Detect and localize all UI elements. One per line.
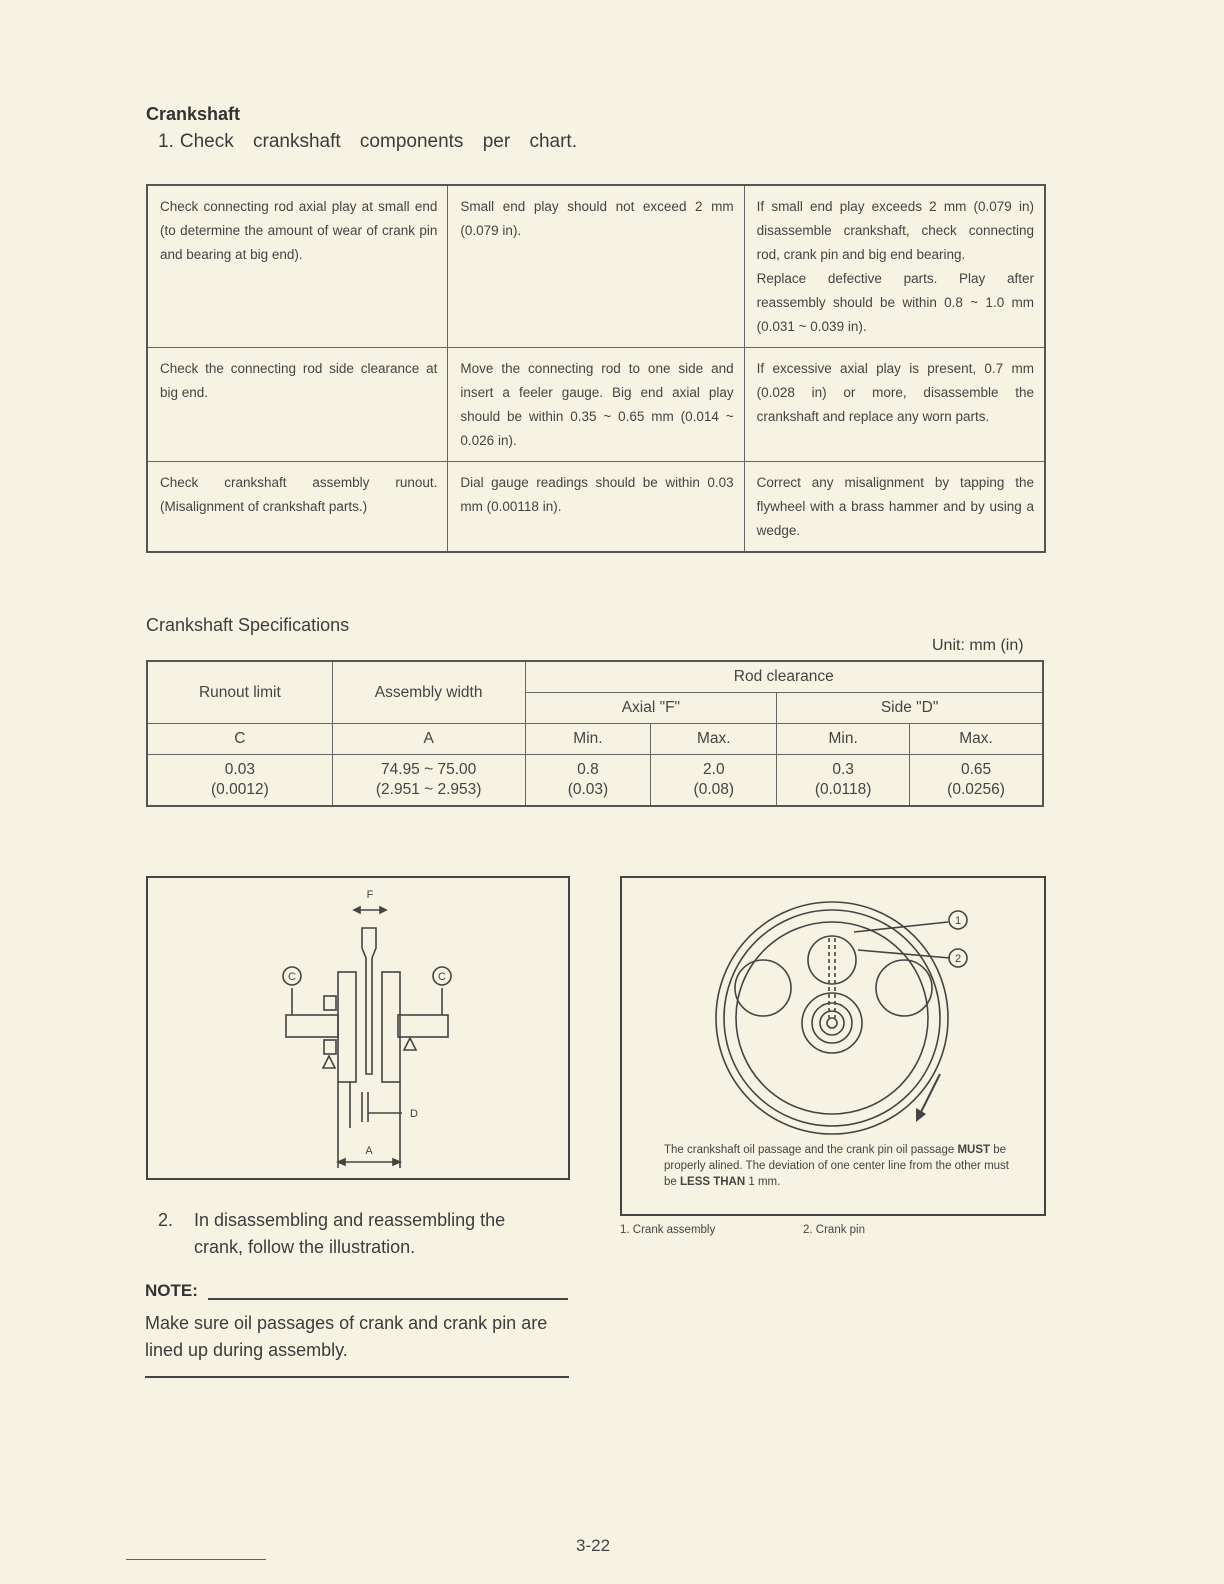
specs-title: Crankshaft Specifications bbox=[146, 615, 350, 635]
value-mm: 74.95 ~ 75.00 bbox=[381, 761, 477, 778]
table-row bbox=[147, 348, 1045, 462]
step-1-text: Check crankshaft components per chart. bbox=[179, 131, 577, 152]
callout-2: 2 bbox=[954, 953, 962, 965]
check-cell: Check connecting rod axial play at small end (to determine the amount of wear of crank pin and bearing at big end). bbox=[147, 185, 448, 348]
value-side-min bbox=[777, 755, 910, 807]
right-shaft bbox=[398, 1015, 448, 1037]
caption-text-2: be properly alined. The deviation of one center line from the other must be bbox=[664, 1144, 1009, 1188]
symbol-width: A bbox=[332, 724, 525, 755]
step-2-text: In disassembling and reassembling the bbox=[194, 1210, 506, 1230]
left-web bbox=[338, 972, 356, 1082]
shaft-center-inner bbox=[820, 1011, 844, 1035]
value-in: (0.0118) bbox=[814, 781, 872, 798]
table-row bbox=[147, 755, 1043, 807]
value-in: (0.08) bbox=[693, 781, 735, 798]
bottom-rule bbox=[126, 1559, 266, 1560]
gauge-block-lower bbox=[324, 1040, 336, 1054]
support-right bbox=[404, 1038, 416, 1050]
caption-text-3: 1 mm. bbox=[748, 1176, 781, 1188]
callout-leader-2 bbox=[858, 950, 950, 958]
label-c-right: C bbox=[438, 971, 446, 983]
step-2-line-2: crank, follow the illustration. bbox=[194, 1237, 416, 1257]
value-width bbox=[332, 755, 525, 807]
step-2 bbox=[158, 1207, 578, 1261]
header-axial-min: Min. bbox=[525, 724, 651, 755]
note-text: Make sure oil passages of crank and crank pin are lined up during assembly. bbox=[145, 1313, 548, 1360]
header-runout: Runout limit bbox=[147, 661, 332, 724]
header-side: Side "D" bbox=[777, 693, 1043, 724]
action-cell bbox=[744, 185, 1045, 348]
value-mm: 0.03 bbox=[224, 761, 255, 778]
callout-leader-1 bbox=[854, 922, 948, 932]
value-mm: 2.0 bbox=[703, 761, 725, 778]
caption-must: MUST bbox=[957, 1144, 991, 1156]
value-in: (0.03) bbox=[567, 781, 609, 798]
action-cell: Correct any misalignment by tapping the flywheel with a brass hammer and by using a wedge. bbox=[744, 462, 1045, 553]
callout-1: 1 bbox=[954, 915, 962, 927]
spec-cell: Small end play should not exceed 2 mm (0.079 in). bbox=[448, 185, 744, 348]
f-arrow-left bbox=[354, 907, 360, 913]
header-rod-clearance: Rod clearance bbox=[525, 661, 1043, 693]
value-axial-min bbox=[525, 755, 651, 807]
table-row bbox=[147, 724, 1043, 755]
value-axial-max bbox=[651, 755, 777, 807]
step-1 bbox=[158, 131, 577, 153]
label-d: D bbox=[410, 1108, 418, 1120]
crankshaft-measurement-figure bbox=[146, 876, 570, 1180]
specs-table bbox=[146, 660, 1044, 807]
caption-less-than: LESS THAN bbox=[680, 1176, 746, 1188]
value-in: (0.0012) bbox=[211, 781, 269, 798]
note-divider-bottom bbox=[145, 1376, 569, 1378]
check-table bbox=[146, 184, 1046, 553]
header-side-max: Max. bbox=[910, 724, 1043, 755]
figure-caption bbox=[664, 1142, 1014, 1190]
spec-cell: Move the connecting rod to one side and insert a feeler gauge. Big end axial play should be within 0.35 ~ 0.65 mm (0.014 ~ 0.026 in). bbox=[448, 348, 744, 462]
a-arrow-right bbox=[393, 1159, 400, 1165]
note-label: NOTE: bbox=[145, 1281, 198, 1300]
gauge-block-upper bbox=[324, 996, 336, 1010]
caption-text: The crankshaft oil passage and the crank pin oil passage bbox=[664, 1144, 955, 1156]
value-side-max bbox=[910, 755, 1043, 807]
step-2-number: 2. bbox=[158, 1210, 174, 1230]
action-cell: If excessive axial play is present, 0.7 mm (0.028 in) or more, disassemble the crankshaft and replace any worn parts. bbox=[744, 348, 1045, 462]
legend-crank-pin: 2. Crank pin bbox=[803, 1224, 866, 1236]
step-2-line-1 bbox=[158, 1207, 578, 1234]
left-shaft bbox=[286, 1015, 338, 1037]
table-row bbox=[147, 185, 1045, 348]
value-in: (2.951 ~ 2.953) bbox=[375, 781, 482, 798]
symbol-runout: C bbox=[147, 724, 332, 755]
a-arrow-left bbox=[338, 1159, 345, 1165]
legend-crank-assembly: 1. Crank assembly bbox=[620, 1224, 716, 1236]
header-axial: Axial "F" bbox=[525, 693, 777, 724]
shaft-center-dot bbox=[827, 1018, 837, 1028]
label-f: F bbox=[366, 889, 374, 901]
action-text: If small end play exceeds 2 mm (0.079 in) disassemble crankshaft, check connecting rod, crank pin and big end bearing. bbox=[756, 199, 1034, 262]
section-title: Crankshaft bbox=[146, 104, 241, 124]
action-text-2: Replace defective parts. Play after reassembly should be within 0.8 ~ 1.0 mm (0.031 ~ 0.039 in). bbox=[756, 271, 1034, 334]
table-row bbox=[147, 661, 1043, 693]
shaft-center-mid bbox=[812, 1003, 852, 1043]
flywheel-diagram bbox=[622, 878, 1044, 1144]
header-width: Assembly width bbox=[332, 661, 525, 724]
crankshaft-diagram bbox=[148, 878, 568, 1178]
crank-pin bbox=[808, 936, 856, 984]
support-left bbox=[323, 1056, 335, 1068]
header-axial-max: Max. bbox=[651, 724, 777, 755]
connecting-rod bbox=[362, 928, 376, 1074]
label-c-left: C bbox=[288, 971, 296, 983]
value-mm: 0.3 bbox=[832, 761, 854, 778]
page-number: 3-22 bbox=[576, 1536, 611, 1555]
f-arrow-right bbox=[380, 907, 386, 913]
check-cell: Check the connecting rod side clearance at big end. bbox=[147, 348, 448, 462]
note-divider-top bbox=[208, 1298, 568, 1300]
unit-label: Unit: mm (in) bbox=[932, 637, 1024, 654]
step-1-number: 1. bbox=[158, 131, 174, 152]
check-cell: Check crankshaft assembly runout. (Misalignment of crankshaft parts.) bbox=[147, 462, 448, 553]
spec-cell: Dial gauge readings should be within 0.03 mm (0.00118 in). bbox=[448, 462, 744, 553]
table-row bbox=[147, 462, 1045, 553]
value-mm: 0.8 bbox=[577, 761, 599, 778]
header-side-min: Min. bbox=[777, 724, 910, 755]
label-a: A bbox=[365, 1145, 373, 1157]
value-mm: 0.65 bbox=[960, 761, 992, 778]
value-runout bbox=[147, 755, 332, 807]
value-in: (0.0256) bbox=[947, 781, 1005, 798]
shaft-center-outer bbox=[802, 993, 862, 1053]
counterweight-left bbox=[735, 960, 791, 1016]
